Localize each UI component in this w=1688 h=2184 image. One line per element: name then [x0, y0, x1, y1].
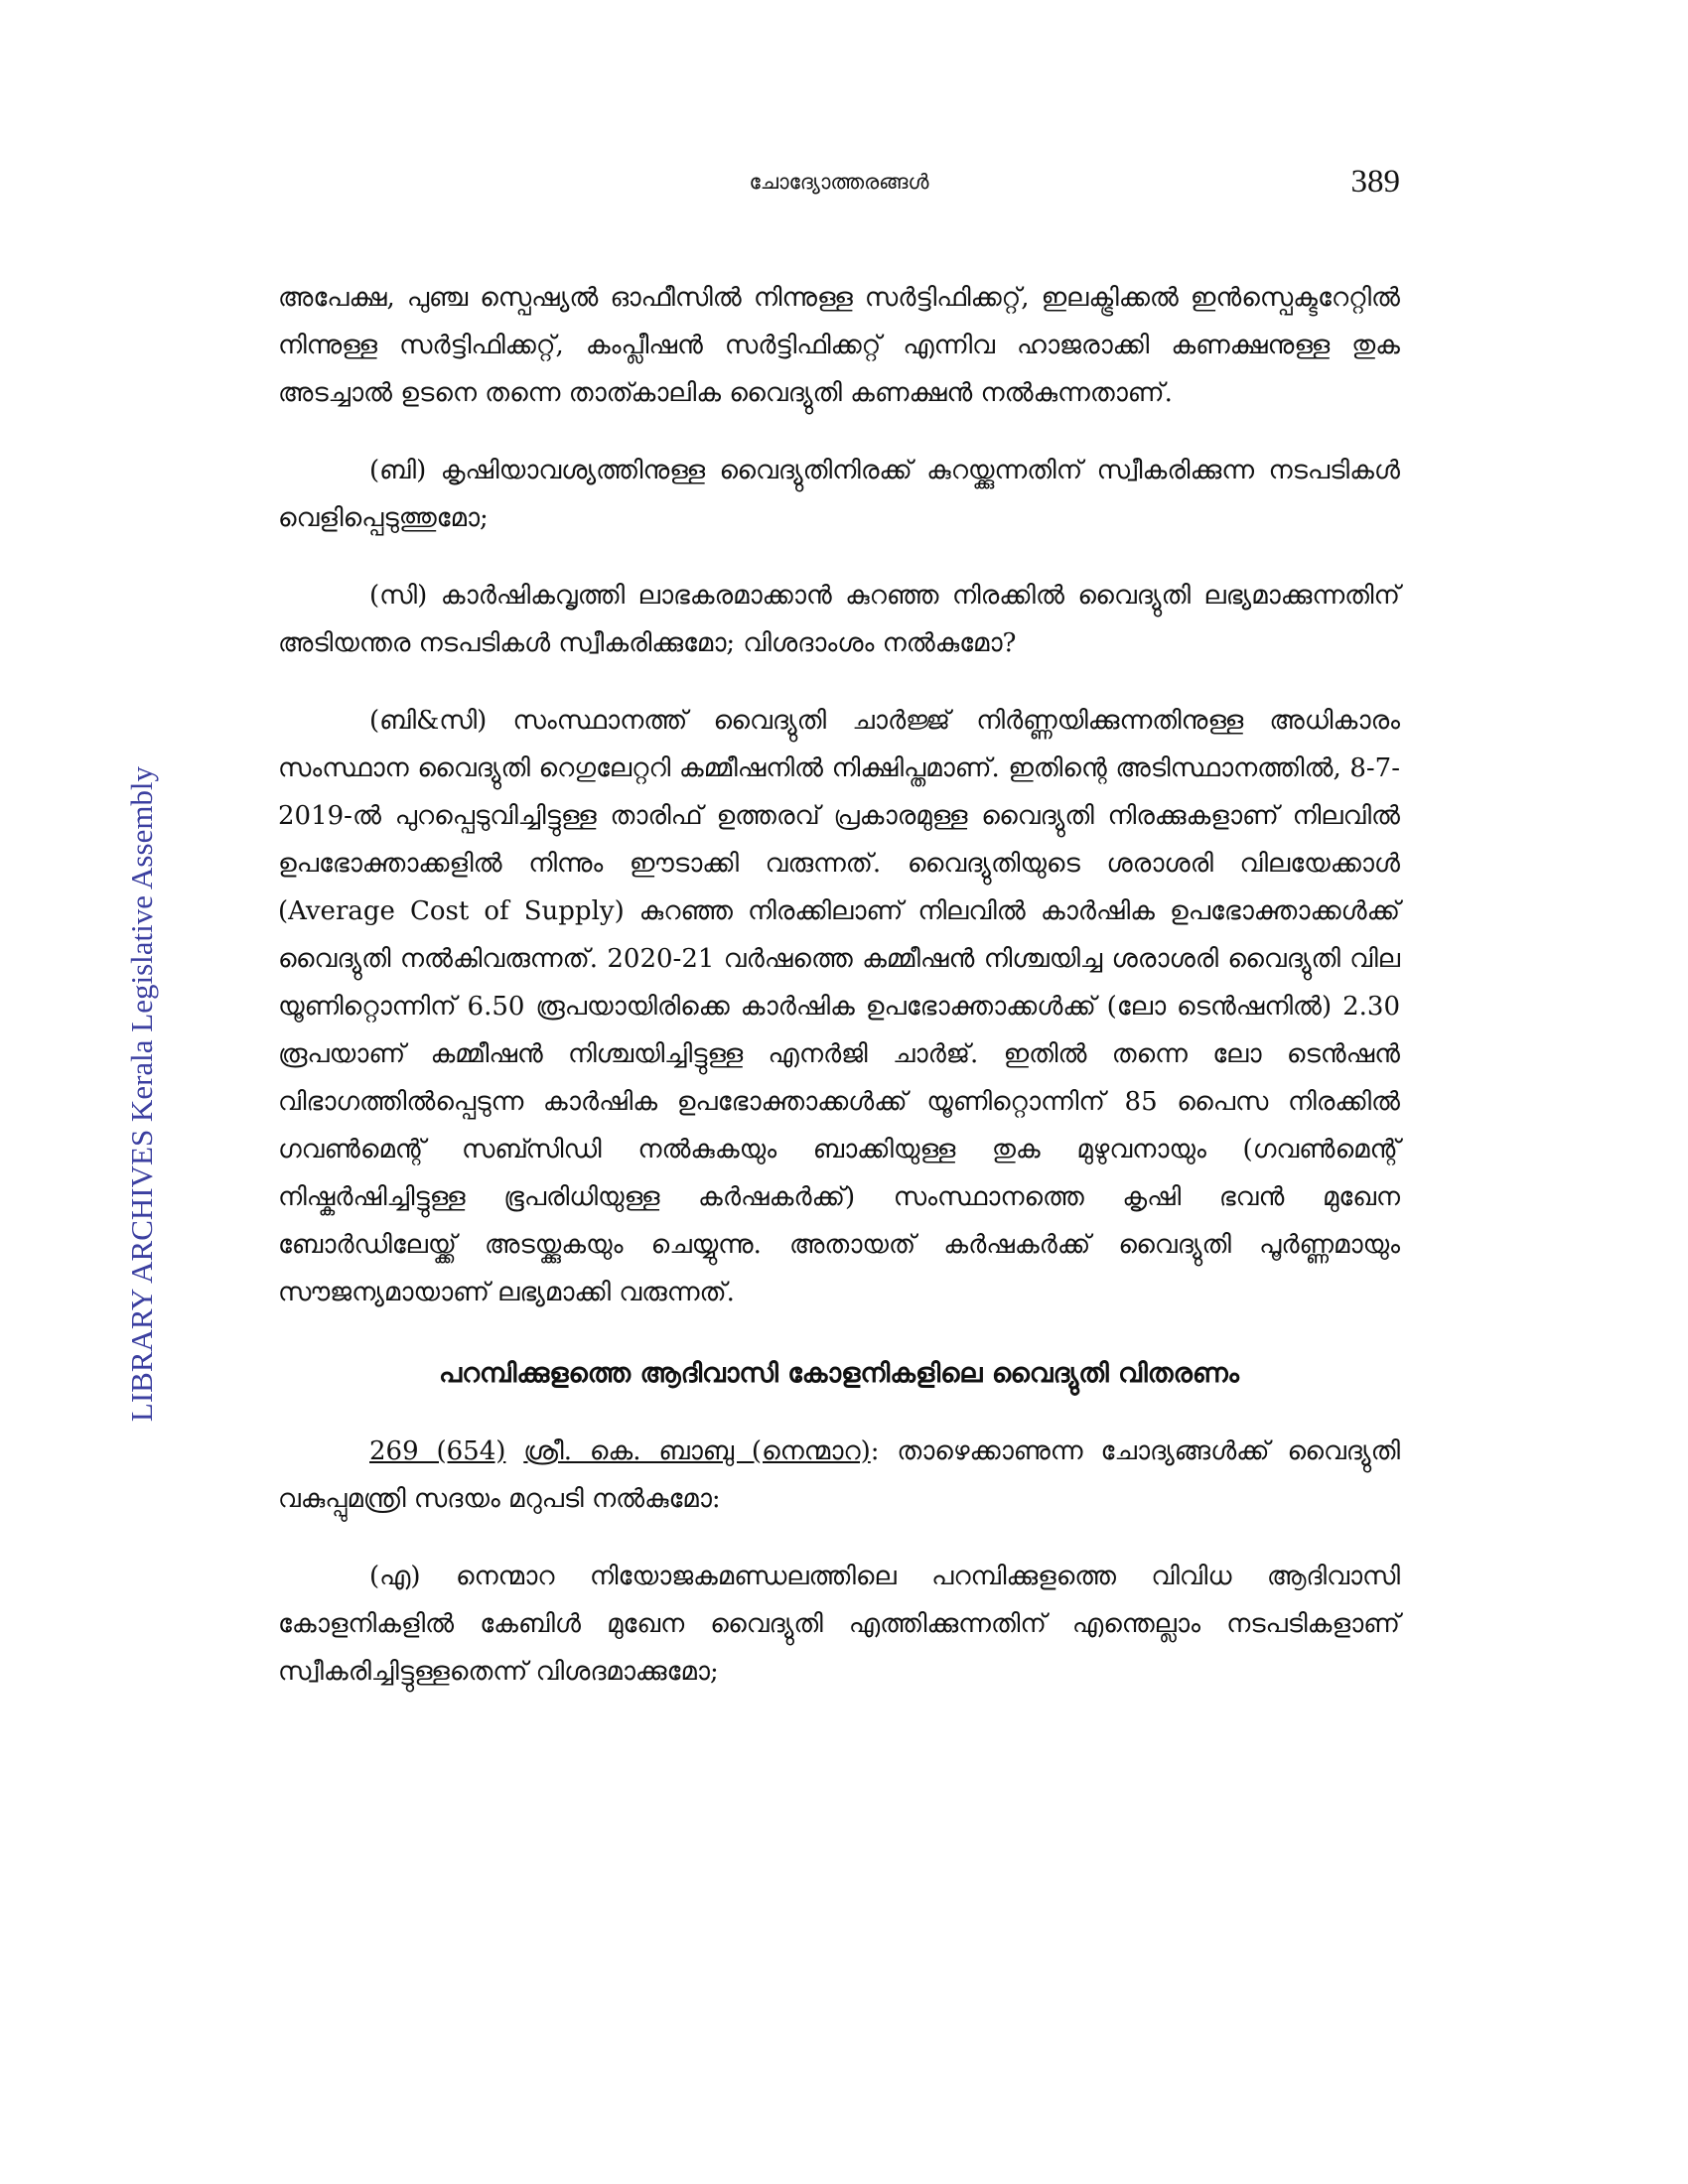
page-number: 389 — [1350, 164, 1400, 200]
answer-b-and-c: (ബി&സി) സംസ്ഥാനത്ത് വൈദ്യുതി ചാർജ്ജ് നിർണ്ണയിക്കുന്നതിനുള്ള അധികാരം സംസ്ഥാന വൈദ്യുതി റെഗുലേറ്ററി കമ്മീഷനിൽ നിക്ഷിപ്തമാണ്. ഇതിന്റെ അടിസ്ഥാനത്തിൽ, 8-7-2019-ൽ പുറപ്പെടുവിച്ചിട്ടുള്ള താരിഫ് ഉത്തരവ് പ്രകാരമുള്ള വൈദ്യുതി നിരക്കുകളാണ് നിലവിൽ ഉപഭോക്താക്കളിൽ നിന്നും ഈടാക്കി വരുന്നത്. വൈദ്യുതിയുടെ ശരാശരി വിലയേക്കാൾ (Average Cost of Supply) കുറഞ്ഞ നിരക്കിലാണ് നിലവിൽ കാർഷിക ഉപഭോക്താക്കൾക്ക് വൈദ്യുതി നൽകിവരുന്നത്. 2020-21 വർഷത്തെ കമ്മീഷൻ നിശ്ചയിച്ച ശരാശരി വൈദ്യുതി വില യൂണിറ്റൊന്നിന് 6.50 രൂപയായിരിക്കെ കാർഷിക ഉപഭോക്താക്കൾക്ക് (ലോ ടെൻഷനിൽ) 2.30 രൂപയാണ് കമ്മീഷൻ നിശ്ചയിച്ചിട്ടുള്ള എനർജി ചാർജ്. ഇതിൽ തന്നെ ലോ ടെൻഷൻ വിഭാഗത്തിൽപ്പെടുന്ന കാർഷിക ഉപഭോക്താക്കൾക്ക് യൂണിറ്റൊന്നിന് 85 പൈസ നിരക്കിൽ ഗവൺമെന്റ് സബ്സിഡി നൽകുകയും ബാക്കിയുള്ള തുക മുഴുവനായും (ഗവൺമെന്റ് നിഷ്കർഷിച്ചിട്ടുള്ള ഭൂപരിധിയുള്ള കർഷകർക്ക്) സംസ്ഥാനത്തെ കൃഷി ഭവൻ മുഖേന ബോർഡിലേയ്ക്ക് അടയ്ക്കുകയും ചെയ്യുന്നു. അതായത് കർഷകർക്ക് വൈദ്യുതി പൂർണ്ണമായും സൗജന്യമായാണ് ലഭ്യമാക്കി വരുന്നത്. — [278, 706, 1400, 1307]
archive-watermark: LIBRARY ARCHIVES Kerala Legislative Assembly — [124, 765, 159, 1423]
document-body — [278, 274, 1400, 1696]
question-intro-text: : താഴെക്കാണുന്ന ചോദ്യങ്ങൾക്ക് വൈദ്യുതി വകുപ്പുമന്ത്രി സദയം മറുപടി നൽകുമോ: — [278, 1436, 1400, 1514]
question-c: (സി) കാർഷികവൃത്തി ലാഭകരമാക്കാൻ കുറഞ്ഞ നിരക്കിൽ വൈദ്യുതി ലഭ്യമാക്കുന്നതിന് അടിയന്തര നടപടികൾ സ്വീകരിക്കുമോ; വിശദാംശം നൽകുമോ? — [278, 581, 1400, 658]
section-heading: പറമ്പിക്കുളത്തെ ആദിവാസി കോളനികളിലെ വൈദ്യുതി വിതരണം — [439, 1358, 1239, 1389]
question-number: 269 (654) — [369, 1436, 506, 1466]
member-name: ശ്രീ. കെ. ബാബു (നെന്മാറ) — [523, 1436, 871, 1466]
question-269-intro — [278, 1428, 1400, 1523]
paragraph-connection-procedure: അപേക്ഷ, പുഞ്ച സ്പെഷ്യൽ ഓഫീസിൽ നിന്നുള്ള സർട്ടിഫിക്കറ്റ്, ഇലക്ട്രിക്കൽ ഇൻസ്പെക്ടറേറ്റിൽ നിന്നുള്ള സർട്ടിഫിക്കറ്റ്, കംപ്ലീഷൻ സർട്ടിഫിക്കറ്റ് എന്നിവ ഹാജരാക്കി കണക്ഷനുള്ള തുക അടച്ചാൽ ഉടനെ തന്നെ താത്കാലിക വൈദ്യുതി കണക്ഷൻ നൽകുന്നതാണ്. — [278, 283, 1400, 408]
question-a: (എ) നെന്മാറ നിയോജകമണ്ഡലത്തിലെ പറമ്പിക്കുളത്തെ വിവിധ ആദിവാസി കോളനികളിൽ കേബിൾ മുഖേന വൈദ്യുതി എത്തിക്കുന്നതിന് എന്തെല്ലാം നടപടികളാണ് സ്വീകരിച്ചിട്ടുള്ളതെന്ന് വിശദമാക്കുമോ; — [278, 1562, 1400, 1687]
question-b: (ബി) കൃഷിയാവശ്യത്തിനുള്ള വൈദ്യുതിനിരക്ക് കുറയ്ക്കുന്നതിന് സ്വീകരിക്കുന്ന നടപടികൾ വെളിപ്പെടുത്തുമോ; — [278, 456, 1400, 533]
running-title: ചോദ്യോത്തരങ്ങൾ — [749, 170, 929, 194]
page-header — [278, 164, 1400, 207]
